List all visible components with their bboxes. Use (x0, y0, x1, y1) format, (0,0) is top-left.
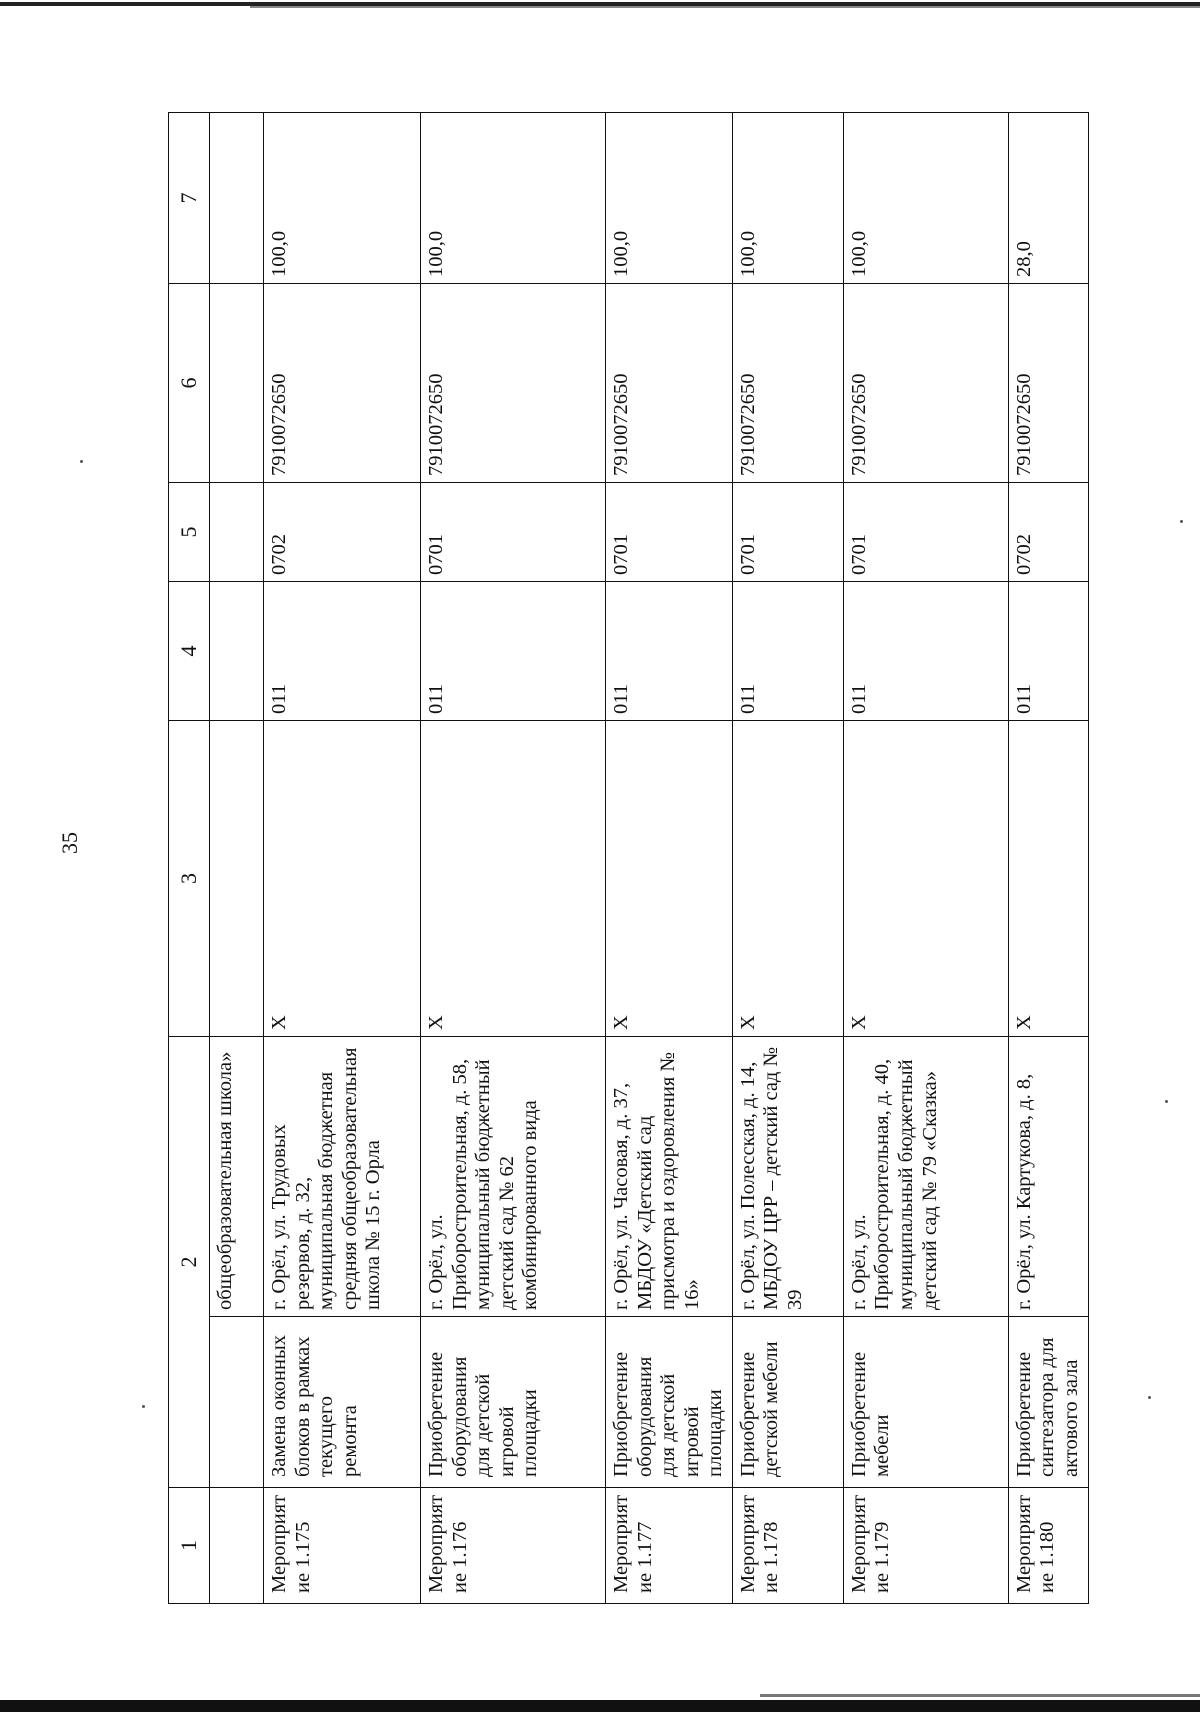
row-cell-4: 011 (843, 582, 1008, 721)
row-cell-6: 7910072650 (843, 284, 1008, 483)
budget-table (168, 112, 1089, 1604)
header-cell-6: 6 (169, 284, 210, 483)
table-row (732, 113, 843, 1604)
row-event: Мероприятие 1.175 (264, 1488, 421, 1604)
row-cell-5: 0701 (606, 483, 733, 582)
row-address: г. Орёл, ул. Приборостроительная, д. 40, муниципальный бюджетный детский сад № 79 «Сказка» (843, 1037, 1008, 1317)
row-cell-4: 011 (606, 582, 733, 721)
row-title: Приобретение мебели (843, 1317, 1008, 1488)
cont-cell-4 (210, 582, 264, 721)
row-cell-5: 0701 (421, 483, 606, 582)
continuation-row (210, 113, 264, 1604)
row-cell-4: 011 (1008, 582, 1088, 721)
row-event: Мероприятие 1.177 (606, 1488, 733, 1604)
row-cell-3: X (1008, 721, 1088, 1037)
scan-edge-bottom (0, 1700, 1200, 1712)
cont-cell-title (210, 1317, 264, 1488)
row-address: г. Орёл, ул. Трудовых резервов, д. 32, муниципальная бюджетная средняя общеобразовательная школа № 15 г. Орла (264, 1037, 421, 1317)
row-address: г. Орёл, ул. Приборостроительная, д. 58, муниципальный бюджетный детский сад № 62 комбинированного вида (421, 1037, 606, 1317)
cont-cell-5 (210, 483, 264, 582)
page-number: 35 (57, 832, 82, 854)
cont-cell-7 (210, 113, 264, 284)
row-cell-6: 7910072650 (606, 284, 733, 483)
row-cell-7: 100,0 (606, 113, 733, 284)
scan-speck (1180, 520, 1183, 523)
row-event: Мероприятие 1.180 (1008, 1488, 1088, 1604)
table-row (1008, 113, 1088, 1604)
row-title: Замена оконных блоков в рамках текущего ремонта (264, 1317, 421, 1488)
row-cell-6: 7910072650 (421, 284, 606, 483)
row-cell-7: 100,0 (732, 113, 843, 284)
scan-speck (80, 460, 83, 463)
row-cell-7: 100,0 (843, 113, 1008, 284)
scan-speck (142, 1405, 145, 1408)
cont-cell-event (210, 1488, 264, 1604)
row-title: Приобретение синтезатора для актового зала (1008, 1317, 1088, 1488)
header-cell-3: 3 (169, 721, 210, 1037)
table-row (606, 113, 733, 1604)
row-event: Мероприятие 1.179 (843, 1488, 1008, 1604)
row-cell-7: 28,0 (1008, 113, 1088, 284)
cont-cell-address: общеобразовательная школа» (210, 1037, 264, 1317)
row-cell-5: 0701 (732, 483, 843, 582)
row-cell-3: X (843, 721, 1008, 1037)
row-address: г. Орёл, ул. Полесская, д. 14, МБДОУ ЦРР – детский сад № 39 (732, 1037, 843, 1317)
header-cell-1: 1 (169, 1488, 210, 1604)
scan-speck (1165, 1100, 1168, 1103)
row-event: Мероприятие 1.176 (421, 1488, 606, 1604)
row-cell-6: 7910072650 (732, 284, 843, 483)
row-cell-5: 0701 (843, 483, 1008, 582)
table-row (264, 113, 421, 1604)
row-cell-3: X (421, 721, 606, 1037)
header-cell-7: 7 (169, 113, 210, 284)
row-address: г. Орёл, ул. Картукова, д. 8, (1008, 1037, 1088, 1317)
scan-edge-bottom-fade (760, 1694, 1200, 1697)
row-cell-7: 100,0 (421, 113, 606, 284)
row-title: Приобретение детской мебели (732, 1317, 843, 1488)
table-row (421, 113, 606, 1604)
row-cell-7: 100,0 (264, 113, 421, 284)
row-cell-4: 011 (421, 582, 606, 721)
row-cell-6: 7910072650 (264, 284, 421, 483)
row-address: г. Орёл, ул. Часовая, д. 37, МБДОУ «Детский сад присмотра и оздоровления № 16» (606, 1037, 733, 1317)
header-row (169, 113, 210, 1604)
cont-cell-6 (210, 284, 264, 483)
table-row (843, 113, 1008, 1604)
row-cell-4: 011 (732, 582, 843, 721)
header-cell-2: 2 (169, 1037, 210, 1488)
row-title: Приобретение оборудования для детской игровой площадки (421, 1317, 606, 1488)
header-cell-4: 4 (169, 582, 210, 721)
row-cell-3: X (732, 721, 843, 1037)
row-cell-6: 7910072650 (1008, 284, 1088, 483)
row-cell-3: X (264, 721, 421, 1037)
row-event: Мероприятие 1.178 (732, 1488, 843, 1604)
header-cell-5: 5 (169, 483, 210, 582)
row-cell-5: 0702 (264, 483, 421, 582)
row-cell-4: 011 (264, 582, 421, 721)
scan-speck (1148, 1396, 1151, 1399)
row-cell-5: 0702 (1008, 483, 1088, 582)
row-title: Приобретение оборудования для детской игровой площадки (606, 1317, 733, 1488)
row-cell-3: X (606, 721, 733, 1037)
cont-cell-3 (210, 721, 264, 1037)
